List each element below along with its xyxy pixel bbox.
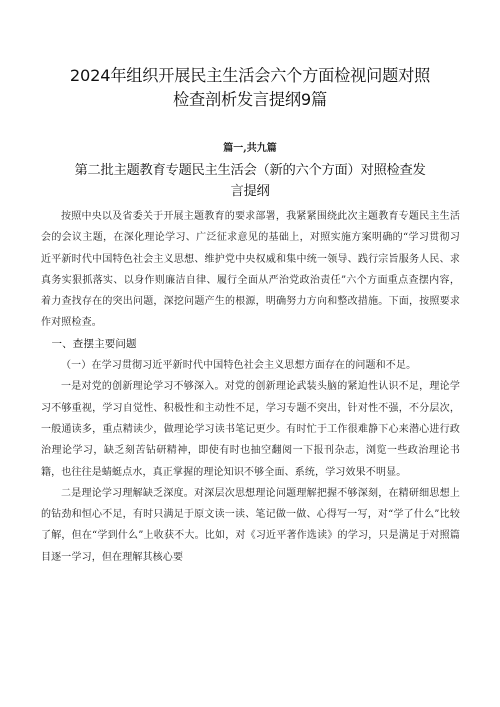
body-paragraph: 二是理论学习理解缺乏深度。对深层次思想理论问题理解把握不够深刻，在精研细思想上的钻劲和恒心不足，有时只满足于原文读一读、笔记做一做、心得写一写，对“学了什么”比较了解，但在“学到什么”上收获不大。比如，对《习近平著作选读》的学习，只是满足于对照篇目逐一学习，但在理解其核心要: [41, 487, 460, 563]
intro-paragraph: 按照中央以及省委关于开展主题教育的要求部署，我紧紧围绕此次主题教育专题民主生活会的会议主题，在深化理论学习、广泛征求意见的基础上，对照实施方案明确的“学习贯彻习近平新时代中国特色社会主义思想、维护党中央权威和集中统一领导、践行宗旨服务人民、求真务实狠抓落实、以身作则廉洁自律、履行全面从严治党政治责任”六个方面重点查摆内容，着力查找存在的突出问题，深挖问题产生的根源，明确努力方向和整改措施。下面，按照要求作对照检查。: [41, 211, 460, 329]
document-title-line-2: 检查剖析发言提纲9篇: [173, 90, 327, 109]
section-title-line-1: 第二批主题教育专题民主生活会（新的六个方面）对照检查发: [74, 163, 426, 178]
section-title-line-2: 言提纲: [230, 184, 270, 199]
document-title-line-1: 2024年组织开展民主生活会六个方面检视问题对照: [69, 66, 431, 85]
sub-heading-paragraph: （一）在学习贯彻习近平新时代中国特色社会主义思想方面存在的问题和不足。: [61, 360, 417, 372]
document-body: [41, 206, 460, 568]
section-title: [46, 160, 454, 202]
document-title: [40, 64, 460, 112]
body-paragraph: 一是对党的创新理论学习不够深入。对党的创新理论武装头脑的紧迫性认识不足，理论学习不够重视，学习自觉性、积极性和主动性不足，学习专题不突出，针对性不强，不分层次，一般通读多，重点精读少，做理论学习读书笔记更少。有时忙于工作很难静下心来潜心进行政治理论学习，缺乏刻苦钻研精神，即使有时也抽空翻阅一下报刊杂志，浏览一些政治理论书籍，也往往是蜻蜓点水，真正掌握的理论知识不够全面、系统，学习效果不明显。: [41, 381, 460, 478]
chapter-label: 篇一,共九篇: [223, 143, 277, 154]
section-heading: 一、查摆主要问题: [51, 337, 137, 350]
